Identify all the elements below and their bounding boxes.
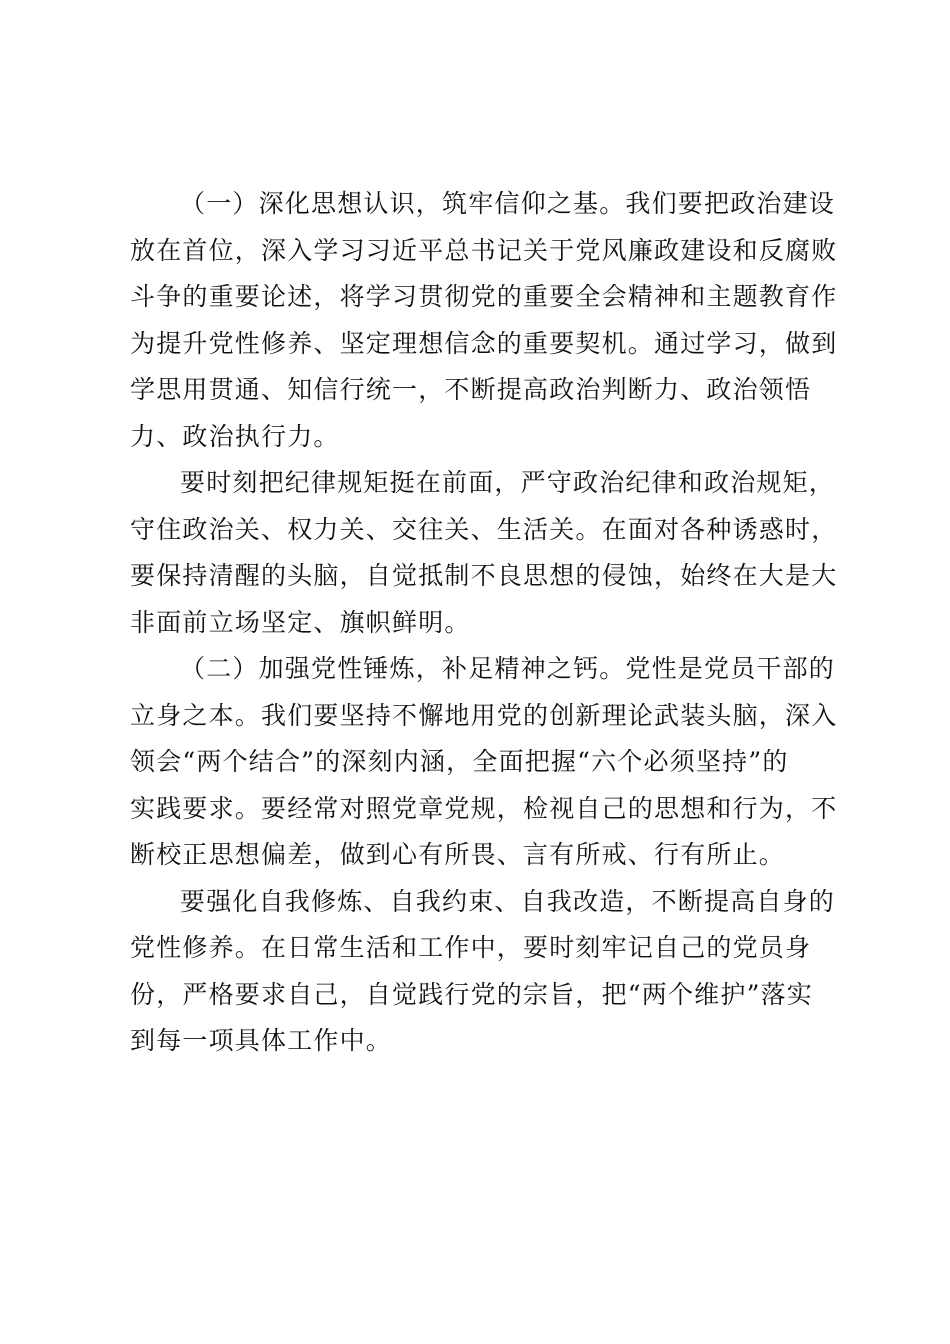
paragraph-line: 到每一项具体工作中。	[130, 1026, 393, 1055]
paragraph-line: 放在首位，深入学习习近平总书记关于党风廉政建设和反腐败	[130, 235, 838, 265]
paragraph-line: 要保持清醒的头脑，自觉抵制不良思想的侵蚀，始终在大是大	[130, 561, 838, 590]
paragraph-line: 要强化自我修炼、自我约束、自我改造，不断提高自身的	[180, 886, 836, 916]
paragraph-line: 学思用贯通、知信行统一，不断提高政治判断力、政治领悟	[130, 375, 812, 404]
paragraph-line: （二）加强党性锤炼，补足精神之钙。党性是党员干部的	[180, 654, 836, 683]
paragraph-1	[130, 181, 838, 460]
paragraph-line: 断校正思想偏差，做到心有所畏、言有所戒、行有所止。	[130, 840, 786, 869]
paragraph-line: 力、政治执行力。	[130, 421, 340, 451]
paragraph-line: 非面前立场坚定、旗帜鲜明。	[130, 607, 471, 637]
paragraph-2	[130, 460, 838, 646]
paragraph-line: 份，严格要求自己，自觉践行党的宗旨，把“两个维护”落实	[130, 979, 813, 1009]
document-body	[130, 181, 838, 1065]
paragraph-line: 守住政治关、权力关、交往关、生活关。在面对各种诱惑时，	[130, 514, 838, 544]
paragraph-4	[130, 879, 836, 1065]
paragraph-3	[130, 646, 838, 879]
paragraph-line: （一）深化思想认识，筑牢信仰之基。我们要把政治建设	[180, 189, 836, 218]
paragraph-line: 领会“两个结合”的深刻内涵，全面把握“六个必须坚持”的	[130, 747, 789, 776]
paragraph-line: 斗争的重要论述，将学习贯彻党的重要全会精神和主题教育作	[130, 282, 838, 311]
paragraph-line: 党性修养。在日常生活和工作中，要时刻牢记自己的党员身	[130, 933, 812, 962]
paragraph-line: 实践要求。要经常对照党章党规，检视自己的思想和行为，不	[130, 793, 838, 823]
paragraph-line: 立身之本。我们要坚持不懈地用党的创新理论武装头脑，深入	[130, 700, 838, 730]
paragraph-line: 为提升党性修养、坚定理想信念的重要契机。通过学习，做到	[130, 328, 838, 358]
paragraph-line: 要时刻把纪律规矩挺在前面，严守政治纪律和政治规矩，	[180, 468, 836, 497]
